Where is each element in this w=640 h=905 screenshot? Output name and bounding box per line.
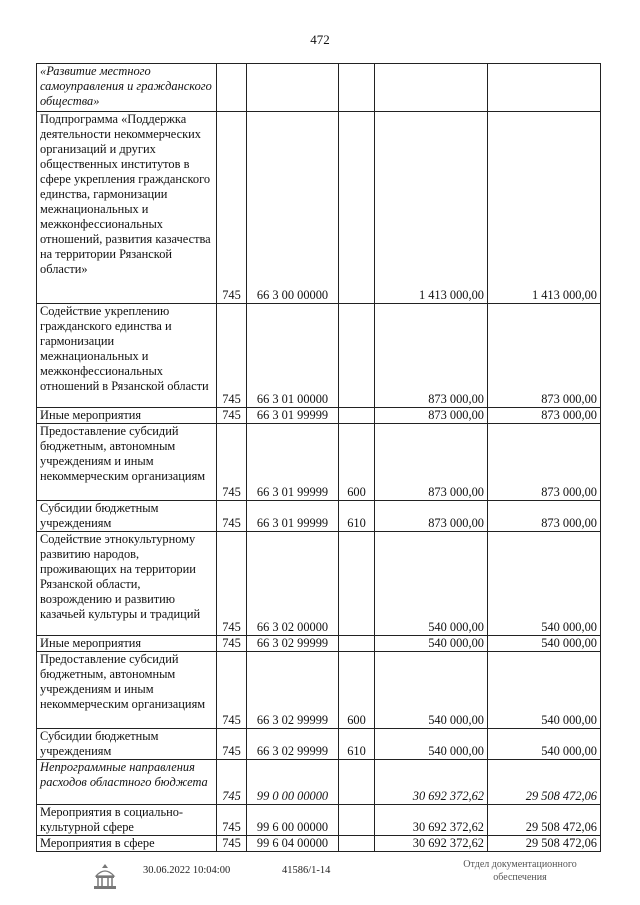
row-sum-2023-cell: 873 000,00: [488, 501, 601, 532]
row-sum-2022-cell: 540 000,00: [375, 532, 488, 636]
row-csr-cell: 66 3 02 99999: [247, 729, 339, 760]
table-row: [37, 636, 601, 652]
row-csr-cell: 66 3 02 00000: [247, 532, 339, 636]
row-name-cell: «Развитие местного самоуправления и гражданского общества»: [37, 64, 217, 112]
row-glav-cell: 745: [217, 408, 247, 424]
row-sum-2022-cell: 30 692 372,62: [375, 805, 488, 836]
row-sum-2023-cell: 540 000,00: [488, 652, 601, 729]
row-name-cell: Мероприятия в сфере: [37, 836, 217, 852]
row-vr-cell: 600: [339, 652, 375, 729]
table-row: [37, 304, 601, 408]
row-csr-cell: 66 3 01 99999: [247, 501, 339, 532]
row-glav-cell: [217, 64, 247, 112]
row-name-cell: Подпрограмма «Поддержка деятельности некоммерческих организаций и других общественных институтов в сфере укрепления гражданского единства, гармонизации межнациональных и межконфессиональных отношений, развития казачества на территории Рязанской области»: [37, 112, 217, 304]
row-sum-2022-cell: 30 692 372,62: [375, 760, 488, 805]
table-row: [37, 64, 601, 112]
row-glav-cell: 745: [217, 304, 247, 408]
row-sum-2023-cell: 540 000,00: [488, 532, 601, 636]
row-vr-cell: [339, 836, 375, 852]
row-vr-cell: [339, 408, 375, 424]
row-sum-2022-cell: 873 000,00: [375, 501, 488, 532]
row-csr-cell: 66 3 02 99999: [247, 652, 339, 729]
row-glav-cell: 745: [217, 112, 247, 304]
row-vr-cell: [339, 112, 375, 304]
row-sum-2022-cell: 873 000,00: [375, 408, 488, 424]
row-sum-2023-cell: [488, 64, 601, 112]
row-name-cell: Предоставление субсидий бюджетным, автономным учреждениям и иным некоммерческим организациям: [37, 424, 217, 501]
table-row: [37, 424, 601, 501]
row-csr-cell: 66 3 01 99999: [247, 408, 339, 424]
table-row: [37, 836, 601, 852]
row-sum-2022-cell: [375, 64, 488, 112]
row-sum-2023-cell: 29 508 472,06: [488, 760, 601, 805]
row-glav-cell: 745: [217, 424, 247, 501]
row-sum-2023-cell: 29 508 472,06: [488, 836, 601, 852]
row-vr-cell: [339, 532, 375, 636]
row-vr-cell: 610: [339, 501, 375, 532]
row-name-cell: Иные мероприятия: [37, 408, 217, 424]
row-vr-cell: [339, 64, 375, 112]
row-sum-2022-cell: 540 000,00: [375, 652, 488, 729]
row-sum-2022-cell: 540 000,00: [375, 729, 488, 760]
row-name-cell: Субсидии бюджетным учреждениям: [37, 501, 217, 532]
row-csr-cell: 66 3 01 99999: [247, 424, 339, 501]
row-csr-cell: 66 3 01 00000: [247, 304, 339, 408]
table-row: [37, 805, 601, 836]
row-csr-cell: 99 6 00 00000: [247, 805, 339, 836]
table-row: [37, 112, 601, 304]
row-csr-cell: 66 3 00 00000: [247, 112, 339, 304]
footer-reg-number: 41586/1-14: [282, 865, 331, 876]
row-name-cell: Предоставление субсидий бюджетным, автономным учреждениям и иным некоммерческим организациям: [37, 652, 217, 729]
row-name-cell: Содействие укреплению гражданского единства и гармонизации межнациональных и межконфессиональных отношений в Рязанской области: [37, 304, 217, 408]
row-sum-2023-cell: 540 000,00: [488, 729, 601, 760]
row-vr-cell: 600: [339, 424, 375, 501]
table-row: [37, 501, 601, 532]
row-vr-cell: [339, 760, 375, 805]
row-csr-cell: 99 6 04 00000: [247, 836, 339, 852]
duma-emblem-icon: [90, 862, 120, 892]
row-csr-cell: 99 0 00 00000: [247, 760, 339, 805]
page-number: 472: [310, 32, 330, 47]
row-glav-cell: 745: [217, 760, 247, 805]
row-sum-2022-cell: 873 000,00: [375, 304, 488, 408]
row-sum-2022-cell: 30 692 372,62: [375, 836, 488, 852]
footer-department-stamp: Отдел документационного обеспечения: [463, 859, 577, 883]
row-sum-2023-cell: 1 413 000,00: [488, 112, 601, 304]
row-name-cell: Мероприятия в социально-культурной сфере: [37, 805, 217, 836]
table-row: [37, 729, 601, 760]
row-glav-cell: 745: [217, 532, 247, 636]
table-row: [37, 760, 601, 805]
row-sum-2022-cell: 1 413 000,00: [375, 112, 488, 304]
row-glav-cell: 745: [217, 729, 247, 760]
row-vr-cell: [339, 304, 375, 408]
row-glav-cell: 745: [217, 805, 247, 836]
row-glav-cell: 745: [217, 636, 247, 652]
budget-table: [36, 63, 601, 852]
row-sum-2022-cell: 540 000,00: [375, 636, 488, 652]
row-sum-2023-cell: 540 000,00: [488, 636, 601, 652]
row-name-cell: Непрограммные направления расходов областного бюджета: [37, 760, 217, 805]
table-row: [37, 532, 601, 636]
row-csr-cell: 66 3 02 99999: [247, 636, 339, 652]
row-sum-2023-cell: 873 000,00: [488, 408, 601, 424]
row-name-cell: Субсидии бюджетным учреждениям: [37, 729, 217, 760]
row-name-cell: Иные мероприятия: [37, 636, 217, 652]
table-row: [37, 652, 601, 729]
row-vr-cell: [339, 636, 375, 652]
row-sum-2022-cell: 873 000,00: [375, 424, 488, 501]
row-sum-2023-cell: 29 508 472,06: [488, 805, 601, 836]
row-vr-cell: [339, 805, 375, 836]
footer-datetime: 30.06.2022 10:04:00: [143, 865, 231, 876]
row-vr-cell: 610: [339, 729, 375, 760]
row-sum-2023-cell: 873 000,00: [488, 304, 601, 408]
row-csr-cell: [247, 64, 339, 112]
row-glav-cell: 745: [217, 652, 247, 729]
row-glav-cell: 745: [217, 836, 247, 852]
row-sum-2023-cell: 873 000,00: [488, 424, 601, 501]
row-glav-cell: 745: [217, 501, 247, 532]
page-footer: [0, 859, 640, 902]
table-row: [37, 408, 601, 424]
row-name-cell: Содействие этнокультурному развитию народов, проживающих на территории Рязанской области, возрождению и развитию казачьей культуры и традиций: [37, 532, 217, 636]
